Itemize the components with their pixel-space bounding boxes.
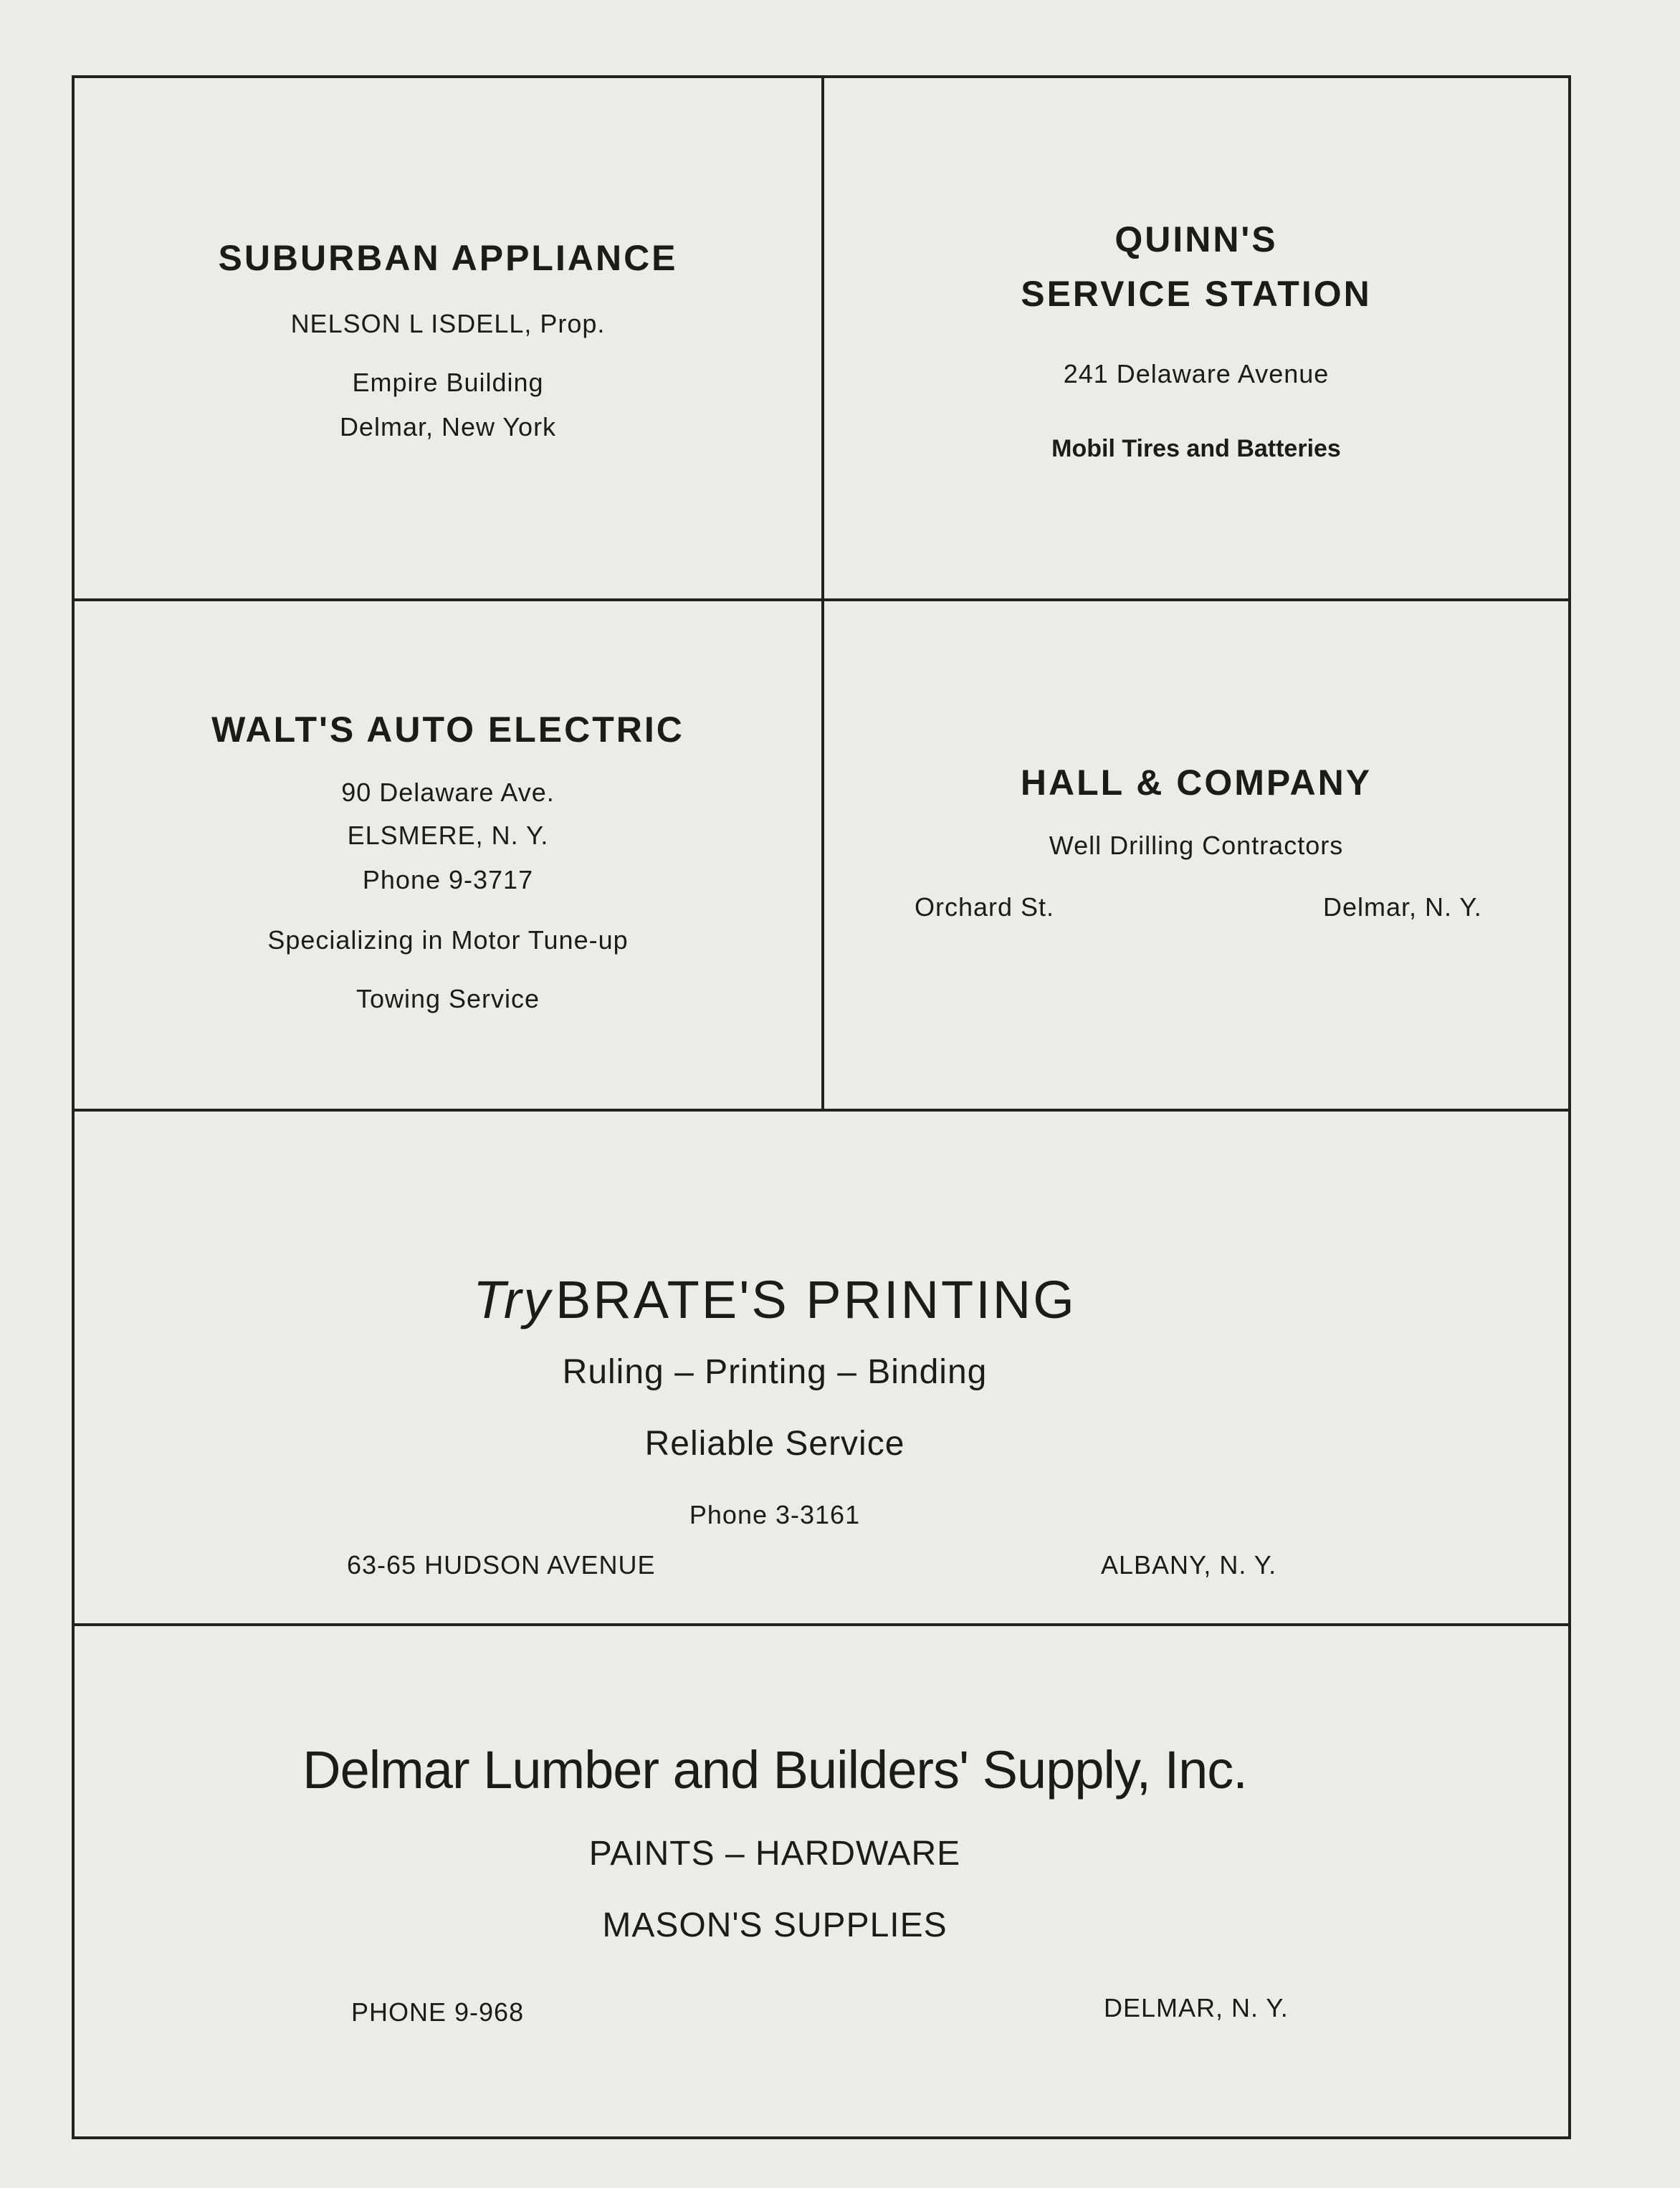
ad-walts-address: 90 Delaware Ave. xyxy=(341,778,555,807)
ad-brates-printing xyxy=(75,1112,1568,1623)
ad-delmar-lumber-line1: PAINTS – HARDWARE xyxy=(588,1835,961,1873)
advertisement-grid xyxy=(72,75,1571,2139)
ad-delmar-lumber-line2: MASON'S SUPPLIES xyxy=(602,1906,948,1944)
ad-walts-service: Towing Service xyxy=(355,984,540,1013)
ad-delmar-lumber-name: Delmar Lumber and Builders' Supply, Inc. xyxy=(302,1740,1247,1800)
ad-delmar-lumber-city: DELMAR, N. Y. xyxy=(1104,1993,1289,2022)
ad-hall-business: Well Drilling Contractors xyxy=(1049,831,1344,860)
ad-walts-auto-electric xyxy=(75,601,821,1109)
ad-quinns-service-station xyxy=(824,78,1568,598)
ad-brates-prefix: Try xyxy=(473,1270,553,1329)
ad-suburban-name: SUBURBAN APPLIANCE xyxy=(218,238,678,278)
ad-brates-services: Ruling – Printing – Binding xyxy=(562,1353,988,1391)
ad-delmar-lumber-phone: PHONE 9-968 xyxy=(351,1997,525,2027)
ad-walts-city: ELSMERE, N. Y. xyxy=(347,821,549,850)
ad-brates-phone: Phone 3-3161 xyxy=(689,1500,861,1529)
ad-delmar-lumber xyxy=(75,1626,1568,2136)
ad-brates-address: 63-65 HUDSON AVENUE xyxy=(347,1550,656,1580)
ad-quinns-name-line1: QUINN'S xyxy=(1115,219,1278,259)
ad-suburban-city: Delmar, New York xyxy=(339,412,557,441)
ad-brates-tagline: Reliable Service xyxy=(644,1425,905,1463)
ad-hall-and-company xyxy=(824,601,1568,1109)
ad-walts-specialty: Specializing in Motor Tune-up xyxy=(267,925,629,955)
ad-suburban-appliance xyxy=(75,78,821,598)
ad-suburban-proprietor: NELSON L ISDELL, Prop. xyxy=(290,309,606,338)
ad-quinns-name-line2: SERVICE STATION xyxy=(1021,274,1372,314)
ad-brates-name: BRATE'S PRINTING xyxy=(555,1270,1077,1329)
ad-brates-city: ALBANY, N. Y. xyxy=(1101,1550,1277,1580)
ad-quinns-products: Mobil Tires and Batteries xyxy=(1051,435,1341,462)
ad-walts-name: WALT'S AUTO ELECTRIC xyxy=(211,710,684,750)
ad-quinns-address: 241 Delaware Avenue xyxy=(1063,359,1330,388)
ad-hall-city: Delmar, N. Y. xyxy=(1323,892,1482,922)
ad-hall-name: HALL & COMPANY xyxy=(1020,763,1373,803)
ad-hall-street: Orchard St. xyxy=(915,892,1055,922)
ad-walts-phone: Phone 9-3717 xyxy=(362,865,534,894)
ad-suburban-building: Empire Building xyxy=(352,368,544,397)
ad-brates-title-line xyxy=(0,1269,1568,1330)
